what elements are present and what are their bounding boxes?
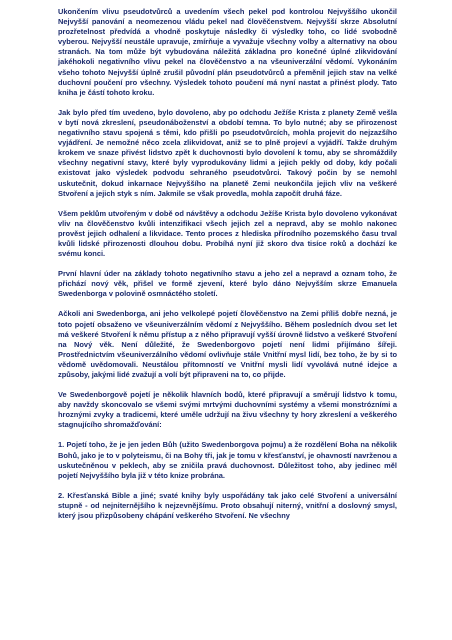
paragraph-1: Ukončením vlivu pseudotvůrců a uvedením všech pekel pod kontrolou Nejvyššího ukončil Nejvyšší panování a neomezenou vládu pekel nad člověčenstvem. Nejvyšší skrze Absolutní prozřetelnost předvídá a vhodně poskytuje následky či výsledky toho, co lidé svobodně vyberou. Nejvyšší neustále upravuje, zmírňuje a vyvažuje všechny volby a alternativy na obou stranách. Na tom může být vybudována náležitá základna pro konečné úplné zlikvidování jakéhokoli negativního vlivu pekel na člověčenstvo a na všeuniverzální vědomí. Vykonáním všeho tohoto Nejvyšší úplně zrušil původní plán pseudotvůrců a přeměnil jejich stav na velké duchovní poučení pro všechny. Výsledek tohoto poučení má nyní nastat a přinést plody. Tato kniha je částí tohoto kroku. — [58, 7, 397, 97]
paragraph-2: Jak bylo před tím uvedeno, bylo dovoleno, aby po odchodu Ježíše Krista z planety Země vešla v bytí nová zkreslení, pseudonáboženství a období temna. To bylo nutné; aby se přirozenost negativního stavu spojená s těmi, kdo přišli po pseudotvůrcích, mohla projevit do nejzazšího vyjádření. Je nemožné něco zcela zlikvidovat, aniž se to plně projeví a vyjádří. Takže druhým krokem ve snaze přivést lidstvo zpět k duchovnosti bylo dovolení k tomu, aby se shromáždily všechny negativní stavy, které byly vyprodukovány lidmi a jejich pekly od doby, kdy počali existovat jako výsledek podvodu sehraného pseudotvůrci. Takový počin by se nemohl uskutečnit, dokud inkarnace Nejvyššího na planetě Zemi neukončila jejich vliv na veškeré Stvoření a jejich styk s ním. Jakmile se však provedla, mohla započít druhá fáze. — [58, 107, 397, 198]
paragraph-4: První hlavní úder na základy tohoto negativního stavu a jeho zel a nepravd a oznam toho, že přichází nový věk, přišel ve formě zjevení, které bylo dáno Nejvyšším skrze Emanuela Swedenborga v polovině osmnáctého století. — [58, 269, 397, 299]
paragraph-7: 1. Pojetí toho, že je jen jeden Bůh (užito Swedenborgova pojmu) a že rozdělení Boha na několik Bohů, jako je to v polyteismu, či na Bohy tři, jak je tomu v křesťanství, je ohavností navrženou a uskutečněnou v peklech, aby se zničila pravá duchovnost. Důležitost toho, aby jedinec měl pojetí Nejvyššího byla již v této knize probrána. — [58, 440, 397, 480]
paragraph-5: Ačkoli ani Swedenborga, ani jeho velkolepé pojetí člověčenstvo na Zemi příliš dobře nezná, je toto pojetí obsaženo ve všeuniverzálním vědomí z Nejvyššího. Během posledních dvou set let má veškeré Stvoření k němu přístup a z něho připravují vyšší úrovně lidstvo a veškeré Stvoření na Nový věk. Není důležité, že Swedenborgovo pojetí není lidmi přijímáno šířeji. Prostřednictvím všeuniverzálního vědomí ovlivňuje stále Vnitřní mysl lidí, bez toho, že by si to vědomě uvědomovali. Neustálou přítomností ve Vnitřní mysli lidí vyvolává nutné idejce a způsoby, jakými lidé zvažují a volí být připraveni na to, co přijde. — [58, 309, 397, 379]
paragraph-8: 2. Křesťanská Bible a jiné; svaté knihy byly uspořádány tak jako celé Stvoření a universální stupně - od nejniternějšího k nejzevnějšímu. Proto obsahují niterný, vnitřní a doslovný smysl, který jsou přizpůsobeny chápání veškerého Stvoření. Ne všechny — [58, 490, 397, 521]
paragraph-3: Všem peklům utvořeným v době od návštěvy a odchodu Ježíše Krista bylo dovoleno vykonávat vliv na člověčenstvo kvůli intenzifikaci všech jejich zel a nepravd, aby se mohlo nakonec prověst jejich odhalení a likvidace. Tento proces z hlediska přírodního pozemského času trval kvůli lidské přirozenosti dlouhou dobu. Probíhá nyní již skoro dva tisíce roků a dochází ke svému konci. — [58, 208, 397, 259]
paragraph-6: Ve Swedenborgově pojetí je několik hlavních bodů, které připravují a směrují lidstvo k tomu, aby navždy skoncovalo se všemi svými mrtvými duchovními systémy a všemi monstrózními a hroznými zvyky a tradicemi, které uměle udržují na živu všechny ty hory zkreslení a veškerého stagnujícího shromažďování: — [58, 390, 397, 430]
